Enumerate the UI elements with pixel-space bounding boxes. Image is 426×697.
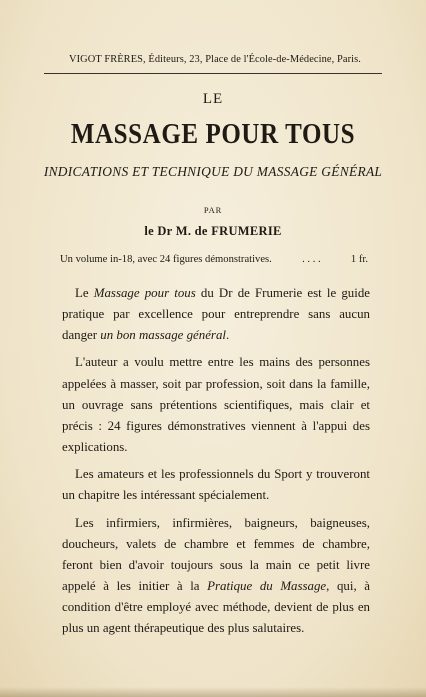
book-subtitle: INDICATIONS ET TECHNIQUE DU MASSAGE GÉNÉRAL [43,164,383,179]
title-article: LE [202,91,224,107]
p1-book-title: Massage pour tous [93,286,196,300]
volume-price: 1 fr. [350,254,368,265]
p1-text-a: Le [75,286,94,300]
p4-text-a: Les infirmiers, infirmières, baigneurs, baigneuses, doucheurs, valets de chambre et femmes de chambre, feront bien d'avoir toujours sous la main ce petit livre appelé à les initier à la [62,515,370,594]
paragraph-1 [62,283,370,346]
publisher-line: VIGOT FRÈRES, Éditeurs, 23, Place de l'École-de-Médecine, Paris. [68,54,362,65]
p1-text-c: du Dr de Frumerie est le guide pratique par excellence pour entreprendre sans aucun danger [62,286,370,343]
page-bottom-shadow [0,687,426,697]
p1-emphasis: un bon massage général [100,328,226,343]
p1-text-e: . [225,328,230,343]
body-text [62,283,370,646]
book-title: MASSAGE POUR TOUS [70,119,356,150]
header-rule [44,73,382,74]
paragraph-4 [62,513,370,640]
author-name: le Dr M. de FRUMERIE [144,224,282,238]
volume-line [60,254,368,265]
paragraph-3: Les amateurs et les professionnels du Sport y trouveront un chapitre les intéressant spécialement. [62,467,370,503]
by-label: PAR [203,205,223,215]
paragraph-2: L'auteur a voulu mettre entre les mains des personnes appelées à masser, soit par profession, soit dans la famille, un ouvrage sans prétentions scientifiques, mais clair et précis : 24 figures démonstratives viennent à l'appui des explications. [62,355,370,455]
volume-leader: . . . . [302,254,321,265]
volume-description: Un volume in-18, avec 24 figures démonstratives. [60,254,272,265]
p4-emphasis: Pratique du Massage [207,579,327,594]
p4-text-c: , qui, à condition d'être employé avec méthode, devient de plus en plus un agent thérapeutique des plus salutaires. [62,579,370,636]
